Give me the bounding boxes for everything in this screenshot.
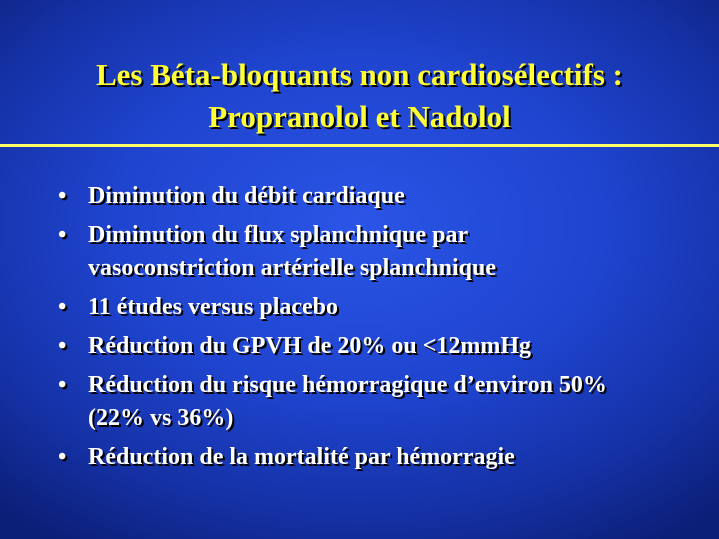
bullet-icon: • — [58, 372, 67, 398]
bullet-item-splanchnic-flow — [56, 219, 706, 285]
bullet-text: Diminution du débit cardiaque — [88, 183, 405, 209]
bullet-item-mortality — [56, 441, 706, 474]
bullet-text: Réduction du GPVH de 20% ou <12mmHg — [88, 333, 532, 359]
bullet-icon: • — [58, 183, 67, 209]
bullet-icon: • — [58, 222, 67, 248]
title-divider — [0, 144, 719, 147]
bullet-icon: • — [58, 444, 67, 470]
bullet-icon: • — [58, 294, 67, 320]
bullet-item-hvpg — [56, 330, 706, 363]
bullet-item-bleeding-risk — [56, 369, 706, 435]
bullet-text: 11 études versus placebo — [88, 294, 339, 320]
bullet-list — [56, 180, 706, 480]
bullet-item-studies — [56, 291, 706, 324]
bullet-text-continued: vasoconstriction artérielle splanchnique — [88, 255, 496, 281]
bullet-text-continued: (22% vs 36%) — [88, 405, 234, 431]
title-line-1: Les Béta-bloquants non cardiosélectifs : — [96, 57, 623, 92]
slide-title — [0, 54, 719, 138]
bullet-item-cardiac-output — [56, 180, 706, 213]
bullet-text: Réduction de la mortalité par hémorragie — [88, 444, 515, 470]
bullet-icon: • — [58, 333, 67, 359]
title-line-2: Propranolol et Nadolol — [208, 99, 511, 134]
bullet-text: Diminution du flux splanchnique par — [88, 222, 469, 248]
bullet-text: Réduction du risque hémorragique d’environ 50% — [88, 372, 607, 398]
